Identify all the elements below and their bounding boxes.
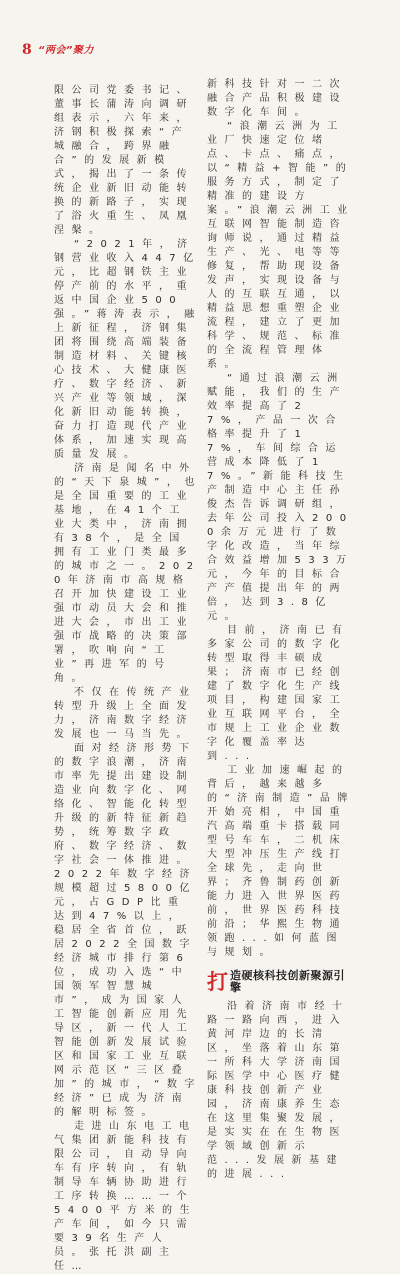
body-paragraph: “通过浪潮云洲赋能，我们的生产效率提高了27%，产品一次合格率提升了17%，车间综合运营成本降低了17%。”新能科技生产制造中心主任孙俊杰告诉调研组，去年公司投入2000余万元进行了数字化改造，当年综合效益增加533万元，今年的目标合产产值提出年的两倍，达到3.8亿元。 — [207, 373, 354, 622]
drop-cap: 打 — [207, 969, 228, 994]
body-paragraph: 济南是闻名中外的“天下泉城”，也是全国重要的工业基地，在41个工业大类中，济南拥有38个，是全国拥有工业门类最多的城市之一。2020年济南市高规格召开加快建设工业强市动员大会和推进大会，市出工业强市战略的决策部署，吹响向“工业”再进军的号角。 — [54, 463, 202, 684]
subheading-text: 造硬核科技创新聚源引擎 — [230, 968, 345, 994]
body-paragraph: 新科技针对一二次融合产品积极建设数字化车间。 — [207, 79, 347, 118]
left-text-column — [54, 84, 202, 1274]
right-text-column — [207, 78, 355, 1182]
body-paragraph: 面对经济形势下的数字浪潮，济南市率先提出建设制造业向数字化、网络化、智能化转型升级的新特征新趋势，统筹数字政府、数字经济、数字社会一体推进。2022年数字经济规模超过5800亿元，占GDP比重达到47%以上，稳居全省首位，跃居2022全国数字经济城市排行第6位，成功入选“中国领军智慧城市”，成为国家人工智能创新应用先导区，新一代人工智能创新发展试验区和国家工业互联网示范区“三区叠加”的城市，“数字经济”已成为济南的解明标签。 — [54, 743, 202, 1118]
section-title: “两会”聚力 — [38, 45, 94, 56]
body-paragraph: 限公司党委书记、董事长蒲涛向调研组表示，六年来，济钢积极探索“产城融合，跨界融合”的发展新模式，揭出了一条传统企业新旧动能转换的新路子，实现了浴火重生、凤凰涅槃。 — [54, 85, 194, 236]
body-paragraph: “浪潮云洲为工业厂快速定位堵点、卡点、痛点，以“精益+智能”的服务方式，制定了精准的建设方案。”浪潮云洲工业互联网智能制造咨询师说，通过精益生产、光、电等等修复，帮助现设备发声，实现设备与人的互联互通，以精益思想重塑企业流程，建立了更加科学、规范、标准的全流程管理体系。 — [207, 121, 355, 370]
body-paragraph: 走进山东电工电气集团新能科技有限公司，自动导向车有序转向，有轨制导车辆协助进行工序转换……一个5400平方米的生产车间，如今只需要39名生产人员。张托洪副主任… — [54, 1121, 197, 1272]
page-number: 8 — [22, 42, 32, 58]
section-subheading — [207, 970, 355, 993]
body-paragraph: 目前，济南已有多家公司的数字化转型取得丰硕成果；济南市已经创建了数字化生产线项目，构建国家工业互联网平台，全市规上工业企业数字化覆盖率达到... — [207, 625, 350, 762]
body-paragraph: “2021年，济钢营业收入447亿元，比超钢铁主业停产前的水平，重返中国企业500强。”蒋涛表示，融上新征程，济钢集团将围绕高端装备制造材料、关键核心技术、大健康医疗、数字经济、新兴产业等领域，深化新旧动能转换，奋力打造现代产业体系，加速实现高质量发展。 — [54, 239, 202, 460]
body-paragraph: 不仅在传统产业转型升级上全面发力，济南数字经济发展也一马当先。 — [54, 687, 197, 740]
body-paragraph: 沿着济南市经十路一路向西，进入黄河岸边的长清区，坐落着山东第一所科大学济南国际医学中心医疗健康科技创新产业园，济南康养生态在这里集聚发展，是实实在在生物医学领域创新示范...发展新基建的进展... — [207, 1001, 350, 1180]
body-paragraph: 工业加速崛起的背后，越来越多的“济南制造”品牌开始亮相，中国重汽高端重卡搭载同型号车车，二机床大型冲压生产线打全球先，走向世界；齐鲁制药创新能力进入世界医药前，世界医药科技前沿；华熙生物通领跑...如何蓝图与规划。 — [207, 765, 355, 958]
